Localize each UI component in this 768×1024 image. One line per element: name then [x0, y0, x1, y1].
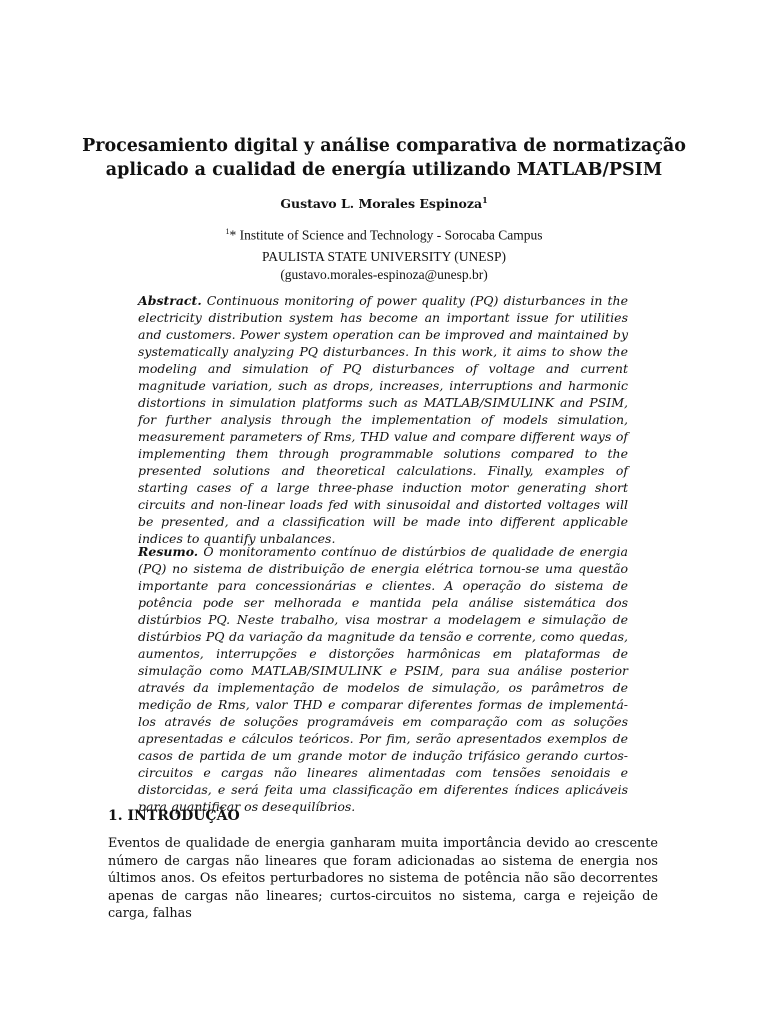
abstract-label: Abstract.: [138, 293, 202, 308]
resumo-text: O monitoramento contínuo de distúrbios de qualidade de energia (PQ) no sistema de distribuição de energia elétrica tornou-se uma questão importante para concessionárias e clientes. A operação do sistema de potência pode ser melhorada e mantida pela análise sistemática dos distúrbios PQ. Neste trabalho, visa mostrar a modelagem e simulação de distúrbios PQ da variação da magnitude da tensão e corrente, como quedas, aumentos, interrupções e distorções harmônicas em plataformas de simulação como MATLAB/SIMULINK e PSIM, para sua análise posterior através da implementação de modelos de simulação, os parâmetros de medição de Rms, valor THD e comparar diferentes formas de implementá-los através de soluções programáveis em comparação com as soluções apresentadas e cálculos teóricos. Por fim, serão apresentados exemplos de casos de partida de um grande motor de indução trifásico gerando curtos-circuitos e cargas não lineares alimentadas com tensões senoidais e distorcidas, e será feita uma classificação em diferentes índices aplicáveis para quantificar os desequilíbrios.: [138, 544, 628, 814]
abstract-text: Continuous monitoring of power quality (PQ) disturbances in the electricity distribution system has become an important issue for utilities and customers. Power system operation can be improved and maintained by systematically analyzing PQ disturbances. In this work, it aims to show the modeling and simulation of PQ disturbances of voltage and current magnitude variation, such as drops, increases, interruptions and harmonic distortions in simulation platforms such as MATLAB/SIMULINK and PSIM, for further analysis through the implementation of models simulation, measurement parameters of Rms, THD value and compare different ways of implementing them through programmable solutions compared to the presented solutions and theoretical calculations. Finally, examples of starting cases of a large three-phase induction motor generating short circuits and non-linear loads fed with sinusoidal and distorted voltages will be presented, and a classification will be made into different applicable indices to quantify unbalances.: [138, 293, 628, 546]
author-superscript: 1: [482, 195, 488, 205]
title-line-1: Procesamiento digital y análise comparativa de normatização: [82, 136, 686, 156]
paper-title: [80, 134, 688, 182]
affiliation-superscript: 1: [225, 227, 230, 236]
title-line-2: aplicado a cualidad de energía utilizando MATLAB/PSIM: [105, 160, 663, 180]
author-name: Gustavo L. Morales Espinoza: [280, 196, 483, 212]
author-line: [0, 195, 768, 211]
affiliation-line: [0, 227, 768, 244]
introduction-paragraph: Eventos de qualidade de energia ganharam muita importância devido ao crescente número de cargas não lineares que foram adicionadas ao sistema de energia nos últimos anos. Os efeitos perturbadores no sistema de potência não são decorrentes apenas de cargas não lineares; curtos-circuitos no sistema, carga e rejeição de carga, falhas: [108, 836, 658, 921]
university-block: [0, 248, 768, 284]
university-name: PAULISTA STATE UNIVERSITY (UNESP): [262, 249, 506, 264]
abstract-paragraph: [138, 292, 628, 547]
affiliation-text: * Institute of Science and Technology - Sorocaba Campus: [229, 227, 543, 243]
resumo-label: Resumo.: [138, 544, 199, 559]
section-heading-introduction: 1. INTRODUÇÃO: [108, 808, 240, 824]
resumo-paragraph: [138, 543, 628, 815]
author-email: (gustavo.morales-espinoza@unesp.br): [280, 267, 488, 282]
